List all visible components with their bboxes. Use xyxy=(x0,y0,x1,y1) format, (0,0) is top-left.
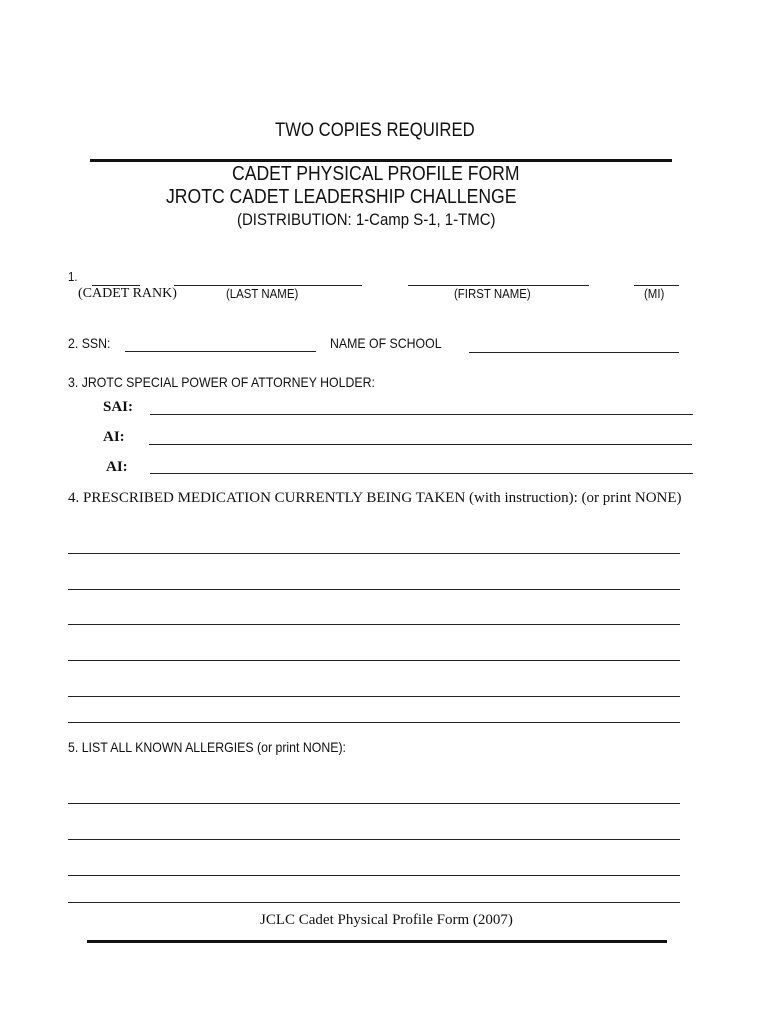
form-title: CADET PHYSICAL PROFILE FORM xyxy=(232,163,520,185)
ai-label-1: AI: xyxy=(103,429,125,445)
last-name-label: (LAST NAME) xyxy=(226,286,299,301)
medication-line[interactable] xyxy=(68,553,680,554)
medication-line[interactable] xyxy=(68,589,680,590)
form-subtitle: JROTC CADET LEADERSHIP CHALLENGE xyxy=(166,186,517,208)
distribution-text: (DISTRIBUTION: 1-Camp S-1, 1-TMC) xyxy=(237,210,496,229)
cadet-rank-label: (CADET RANK) xyxy=(78,286,177,301)
copies-required-text: TWO COPIES REQUIRED xyxy=(275,120,475,141)
medication-line[interactable] xyxy=(68,624,680,625)
allergy-line[interactable] xyxy=(68,902,680,903)
ssn-label: 2. SSN: xyxy=(68,335,111,351)
medication-line[interactable] xyxy=(68,660,680,661)
footer-text: JCLC Cadet Physical Profile Form (2007) xyxy=(260,912,513,928)
poa-label: 3. JROTC SPECIAL POWER OF ATTORNEY HOLDER: xyxy=(68,374,375,390)
sai-label: SAI: xyxy=(103,399,134,415)
item1-number: 1. xyxy=(68,269,78,284)
allergies-label: 5. LIST ALL KNOWN ALLERGIES (or print NONE): xyxy=(68,739,346,755)
ssn-field[interactable] xyxy=(125,351,316,352)
medication-line[interactable] xyxy=(68,722,680,723)
medication-line[interactable] xyxy=(68,696,680,697)
ai-field-1[interactable] xyxy=(149,444,692,445)
ai-field-2[interactable] xyxy=(150,473,693,474)
mi-label: (MI) xyxy=(644,286,665,301)
school-label: NAME OF SCHOOL xyxy=(330,335,442,351)
ai-label-2: AI: xyxy=(106,459,128,475)
allergy-line[interactable] xyxy=(68,839,680,840)
first-name-label: (FIRST NAME) xyxy=(454,286,531,301)
allergy-line[interactable] xyxy=(68,803,680,804)
sai-field[interactable] xyxy=(150,414,693,415)
school-field[interactable] xyxy=(469,352,679,353)
medication-label: 4. PRESCRIBED MEDICATION CURRENTLY BEING TAKEN (with instruction): (or print NONE) xyxy=(68,490,682,506)
top-rule xyxy=(90,159,672,162)
bottom-rule xyxy=(87,940,667,943)
allergy-line[interactable] xyxy=(68,875,680,876)
